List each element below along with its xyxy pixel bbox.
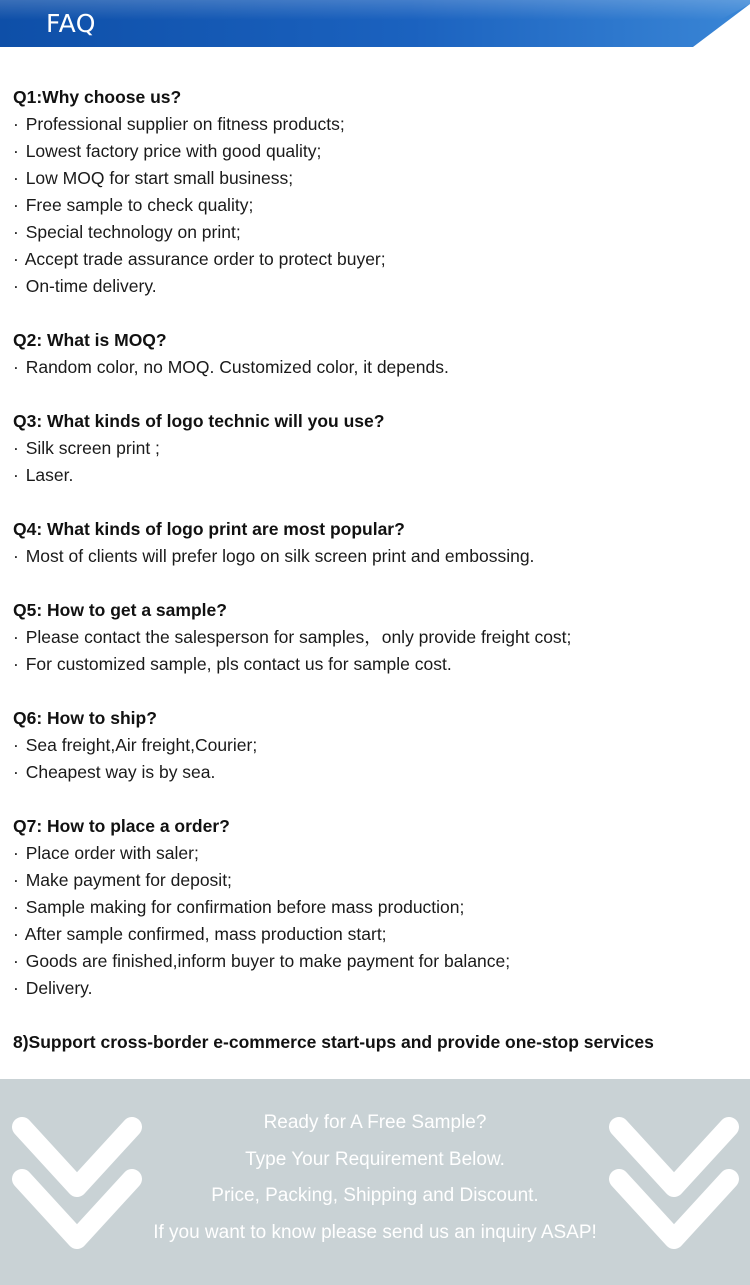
faq-answer-text: Place order with saler; [25,843,199,863]
faq-answer-text: Random color, no MOQ. Customized color, it depends. [25,357,449,377]
bullet-mark: · [13,168,19,188]
faq-item-8 [13,1029,743,1056]
faq-answer [13,435,743,462]
faq-item-q7 [13,813,743,1002]
page-title: FAQ [46,9,96,38]
bullet-mark: · [13,978,19,998]
bullet-mark: · [13,924,19,944]
faq-answer [13,732,743,759]
bullet-mark: · [13,762,19,782]
faq-answer-text: Please contact the salesperson for samples，only provide freight cost; [25,627,572,647]
faq-answer [13,867,743,894]
faq-answer [13,246,743,273]
faq-answer-text: Sea freight,Air freight,Courier; [25,735,258,755]
faq-item-q1 [13,84,743,300]
faq-item-q3 [13,408,743,489]
faq-answer [13,975,743,1002]
faq-answer-text: Cheapest way is by sea. [25,762,216,782]
faq-answer-text: Professional supplier on fitness products; [25,114,345,134]
bullet-mark: · [13,627,19,647]
faq-answer-text: Accept trade assurance order to protect buyer; [24,249,386,269]
faq-answer [13,840,743,867]
faq-list [13,84,743,1083]
bullet-mark: · [13,276,19,296]
faq-answer-text: Silk screen print ; [25,438,160,458]
faq-answer-text: After sample confirmed, mass production start; [24,924,387,944]
faq-question: 8)Support cross-border e-commerce start-ups and provide one-stop services [13,1032,654,1052]
faq-answer [13,111,743,138]
faq-question: Q7: How to place a order? [13,816,230,836]
bullet-mark: · [13,249,19,269]
faq-answer [13,759,743,786]
bullet-mark: · [13,654,19,674]
faq-answer-text: Delivery. [25,978,93,998]
faq-answer [13,192,743,219]
faq-answer [13,921,743,948]
bullet-mark: · [13,195,19,215]
bullet-mark: · [13,870,19,890]
bullet-mark: · [13,546,19,566]
faq-item-q5 [13,597,743,678]
faq-answer-text: Special technology on print; [25,222,241,242]
faq-answer [13,354,743,381]
free-sample-banner [0,1079,750,1285]
faq-question: Q5: How to get a sample? [13,600,227,620]
bullet-mark: · [13,141,19,161]
faq-answer-text: Most of clients will prefer logo on silk screen print and embossing. [25,546,535,566]
bullet-mark: · [13,897,19,917]
faq-header-bar [0,0,750,47]
faq-answer-text: Sample making for confirmation before mass production; [25,897,465,917]
faq-answer-text: Low MOQ for start small business; [25,168,294,188]
faq-answer [13,165,743,192]
faq-item-q2 [13,327,743,381]
banner-line-inquiry: If you want to know please send us an inquiry ASAP! [153,1221,597,1243]
banner-line-free-sample: Ready for A Free Sample? [263,1112,487,1133]
banner-line-pricing: Price, Packing, Shipping and Discount. [211,1185,539,1206]
faq-answer [13,651,743,678]
banner-line-requirement: Type Your Requirement Below. [245,1148,505,1170]
faq-answer-text: Make payment for deposit; [25,870,232,890]
faq-question: Q6: How to ship? [13,708,157,728]
banner-text [0,1105,750,1251]
bullet-mark: · [13,438,19,458]
bullet-mark: · [13,735,19,755]
bullet-mark: · [13,357,19,377]
faq-question: Q4: What kinds of logo print are most popular? [13,519,405,539]
faq-answer [13,462,743,489]
bullet-mark: · [13,951,19,971]
header-background [0,0,750,47]
faq-answer [13,219,743,246]
bullet-mark: · [13,843,19,863]
faq-answer [13,948,743,975]
faq-answer [13,273,743,300]
bullet-mark: · [13,114,19,134]
faq-answer-text: On-time delivery. [25,276,157,296]
faq-answer-text: Free sample to check quality; [25,195,254,215]
faq-answer-text: Goods are finished,inform buyer to make payment for balance; [25,951,511,971]
faq-answer [13,138,743,165]
faq-answer-text: For customized sample, pls contact us for sample cost. [25,654,452,674]
faq-answer [13,543,743,570]
faq-item-q4 [13,516,743,570]
faq-answer [13,624,743,651]
faq-item-q6 [13,705,743,786]
faq-question: Q1:Why choose us? [13,87,182,107]
faq-answer [13,894,743,921]
faq-answer-text: Lowest factory price with good quality; [25,141,322,161]
bullet-mark: · [13,222,19,242]
faq-question: Q3: What kinds of logo technic will you use? [13,411,385,431]
bullet-mark: · [13,465,19,485]
faq-question: Q2: What is MOQ? [13,330,167,350]
faq-answer-text: Laser. [25,465,74,485]
